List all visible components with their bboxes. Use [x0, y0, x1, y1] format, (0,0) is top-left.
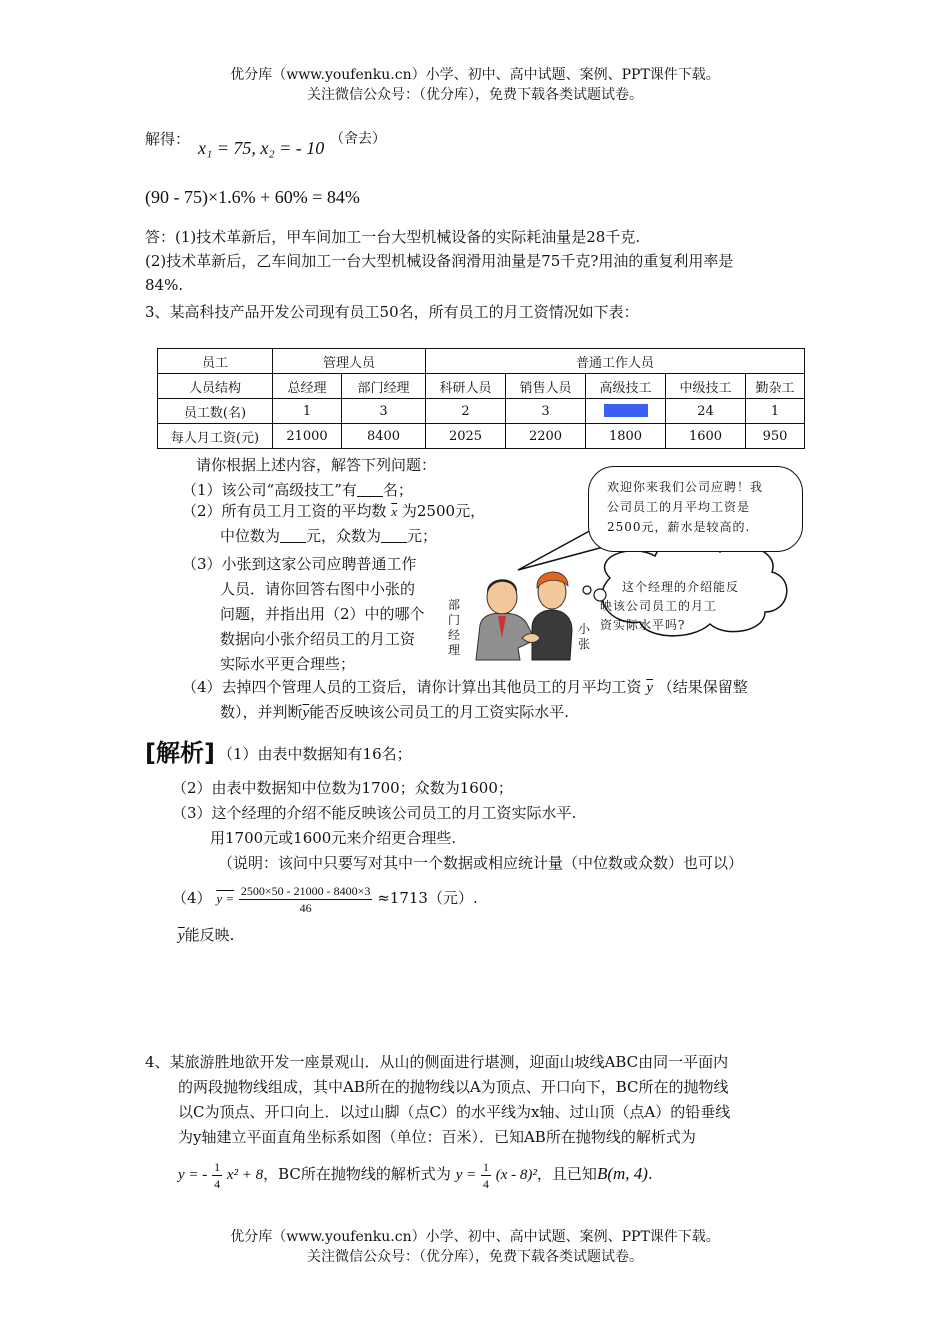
roots-formula: x₁ = 75, x₂ = - 10 — [198, 138, 325, 158]
analysis-2: （2）由表中数据知中位数为1700；众数为1600； — [172, 779, 513, 797]
solve-label: 解得： — [145, 130, 191, 148]
table-cell: 1800 — [586, 424, 666, 449]
analysis-title: [解析] — [145, 739, 215, 767]
table-cell: 24 — [666, 399, 746, 424]
table-cell: 销售人员 — [506, 374, 586, 399]
table-cell: 2025 — [426, 424, 506, 449]
table-cell: 总经理 — [273, 374, 342, 399]
table-cell: 科研人员 — [426, 374, 506, 399]
blank-highlight — [604, 404, 648, 417]
table-row — [158, 349, 805, 374]
table-cell: 管理人员 — [273, 349, 426, 374]
zhang-thought-text: 这个经理的介绍能反 映该公司员工的月工 资实际水平吗? — [600, 580, 740, 632]
table-cell-highlighted — [586, 399, 666, 424]
fraction-quarter: $\frac{1}{4}$ — [483, 1159, 489, 1191]
q3-part3-l5: 实际水平更合理些； — [220, 655, 356, 673]
manager-speech-bubble: 欢迎你来我们公司应聘！我 公司员工的月平均工资是 2500元，薪水是较高的. — [588, 466, 803, 552]
q3-part3-l4: 数据向小张介绍员工的月工资 — [220, 630, 416, 648]
table-cell: 勤杂工 — [746, 374, 805, 399]
q4-line1: 4、某旅游胜地欲开发一座景观山．从山的侧面进行堪测，迎面山坡线ABC由同一平面内 — [145, 1053, 729, 1071]
manager-figure — [476, 579, 535, 660]
analysis-1: （1）由表中数据知有16名； — [218, 745, 412, 763]
thought-dot — [583, 586, 591, 594]
q4-line2: 的两段抛物线组成，其中AB所在的抛物线以A为顶点、开口向下，BC所在的抛物线 — [178, 1078, 729, 1096]
q3-part1: （1）该公司“高级技工”有 名； — [182, 481, 413, 499]
answer-2: (2)技术革新后，乙车间加工一台大型机械设备润滑用油量是75千克?用油的重复利用率是 — [145, 252, 734, 270]
percentage-calc: (90 - 75)×1.6% + 60% = 84% — [145, 187, 360, 207]
salary-table — [157, 348, 805, 449]
table-cell: 员工 — [158, 349, 273, 374]
label-zhang: 小张 — [578, 622, 591, 651]
table-cell: 1 — [273, 399, 342, 424]
q3-part3-l3: 问题，并指出用（2）中的哪个 — [220, 605, 425, 623]
mean-fraction: $\frac{2500\times 50 - 21000 - 8400\times 3}{46}$ — [240, 883, 371, 915]
table-cell: 员工数(名) — [158, 399, 273, 424]
table-cell: 21000 — [273, 424, 342, 449]
q3-part2-cont: 中位数为 元，众数为 元； — [220, 527, 438, 545]
analysis-note: （说明：该问中只要写对其中一个数据或相应统计量（中位数或众数）也可以） — [218, 854, 744, 872]
table-cell: 3 — [506, 399, 586, 424]
answer-blank — [381, 528, 407, 543]
q3-part2: （2）所有员工月工资的平均数 $\overline{x}$ 为2500元， — [182, 502, 486, 520]
table-cell: 中级技工 — [666, 374, 746, 399]
table-row — [158, 399, 805, 424]
answer-blank — [280, 528, 306, 543]
answer-blank — [357, 482, 383, 497]
table-cell: 2 — [426, 399, 506, 424]
table-cell: 1 — [746, 399, 805, 424]
table-cell: 高级技工 — [586, 374, 666, 399]
table-cell: 部门经理 — [342, 374, 426, 399]
q4-line5: y = - $\frac{1}{4}$ x² + 8，BC所在抛物线的解析式为 y = $\frac{1}{4}$ (x - 8)²，且已知B(m, 4). — [178, 1159, 653, 1191]
q3-part3-l2: 人员．请你回答右图中小张的 — [220, 580, 416, 598]
page-footer-line1: 优分库（www.youfenku.cn）小学、初中、高中试题、案例、PPT课件下载。 — [230, 1229, 720, 1245]
q3-part4-cont: 数），并判断$\overline{y}$能否反映该公司员工的月工资实际水平. — [220, 703, 569, 721]
q3-part4: （4）去掉四个管理人员的工资后，请你计算出其他员工的月平均工资 $\overline{y}$ （结果保留整 — [182, 678, 748, 696]
discard-note: （舍去） — [330, 131, 386, 147]
analysis-3b: 用1700元或1600元来介绍更合理些. — [210, 829, 457, 847]
q3-part3-l1: （3）小张到这家公司应聘普通工作 — [182, 555, 417, 573]
table-cell: 3 — [342, 399, 426, 424]
q3-prompt: 请你根据上述内容，解答下列问题： — [196, 456, 437, 474]
q4-line4: 为y轴建立平面直角坐标系如图（单位：百米）．已知AB所在抛物线的解析式为 — [178, 1128, 696, 1146]
table-cell: 950 — [746, 424, 805, 449]
table-row — [158, 424, 805, 449]
table-cell: 每人月工资(元) — [158, 424, 273, 449]
answer-1: 答：(1)技术革新后，甲车间加工一台大型机械设备的实际耗油量是28千克. — [145, 228, 641, 246]
table-row — [158, 374, 805, 399]
zhang-figure — [532, 572, 572, 660]
mean-y-symbol: y = — [216, 891, 235, 906]
page-footer-line2: 关注微信公众号：（优分库），免费下载各类试题试卷。 — [307, 1249, 643, 1265]
analysis-conclusion: $\overline{y}$能反映. — [178, 926, 235, 944]
q3-intro: 3、某高科技产品开发公司现有员工50名，所有员工的月工资情况如下表： — [145, 303, 639, 321]
mean-y-symbol: $\overline{y}$ — [646, 680, 653, 696]
table-cell: 普通工作人员 — [426, 349, 805, 374]
fraction-quarter: $\frac{1}{4}$ — [214, 1159, 221, 1191]
table-cell: 8400 — [342, 424, 426, 449]
analysis-3: （3）这个经理的介绍不能反映该公司员工的月工资实际水平. — [172, 804, 577, 822]
page-header-line1: 优分库（www.youfenku.cn）小学、初中、高中试题、案例、PPT课件下载。 — [230, 67, 720, 83]
mean-symbol: $\overline{x}$ — [391, 504, 398, 519]
table-cell: 人员结构 — [158, 374, 273, 399]
analysis-4: （4） y = $\frac{2500\times 50 - 21000 - 8400\times 3}{46}$ ≈1713（元）. — [172, 883, 478, 915]
page-header-line2: 关注微信公众号：（优分库），免费下载各类试题试卷。 — [307, 87, 643, 103]
label-manager: 部门经理 — [448, 598, 461, 657]
answer-2-cont: 84%. — [145, 276, 184, 294]
table-cell: 1600 — [666, 424, 746, 449]
table-cell: 2200 — [506, 424, 586, 449]
q4-line3: 以C为顶点、开口向上．以过山脚（点C）的水平线为x轴、过山顶（点A）的铅垂线 — [178, 1103, 731, 1121]
